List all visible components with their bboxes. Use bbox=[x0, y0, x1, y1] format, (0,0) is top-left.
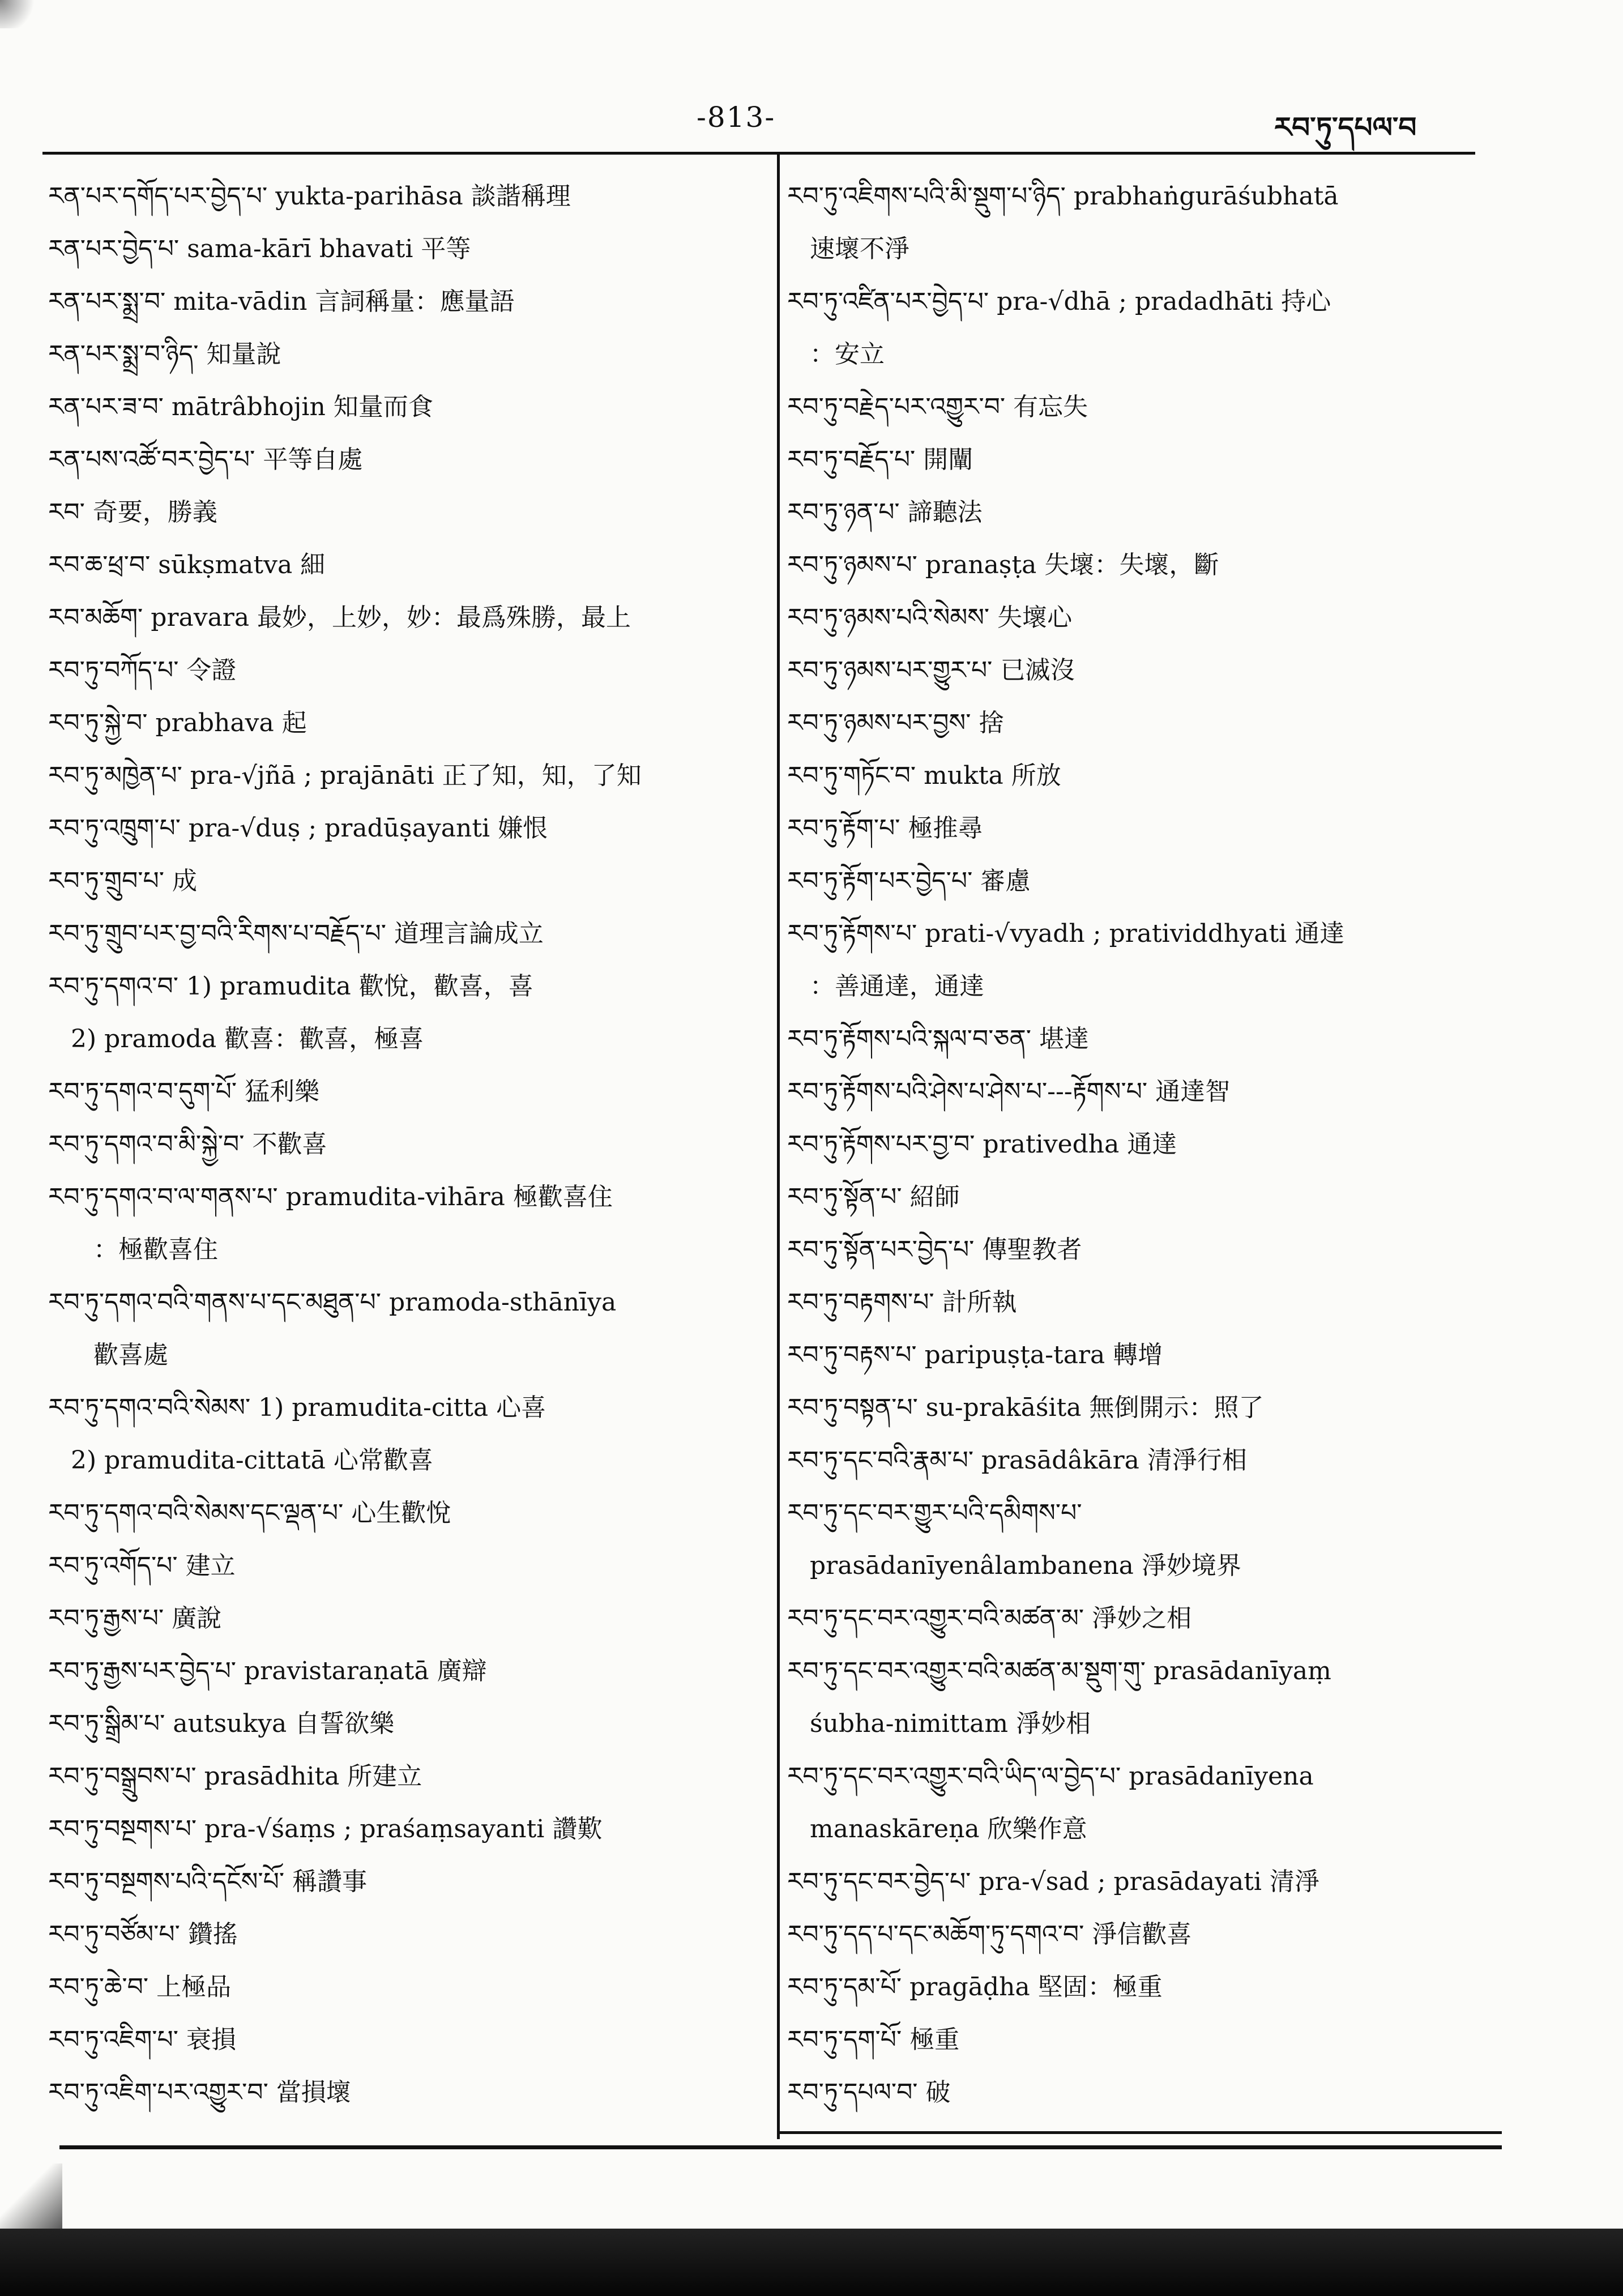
entry-continuation: ：善通達，通達 bbox=[810, 972, 984, 1001]
entry-line: རབ་ཏུ་དག་པོ་ 極重 bbox=[787, 2025, 960, 2054]
entry-line: རན་པར་སྨྲ་བ་ mita-vādin 言詞稱量：應量語 bbox=[48, 287, 515, 316]
right-column bbox=[787, 170, 1489, 2119]
entry-line: རབ་ཏུ་རྟོག་པ་ 極推尋 bbox=[787, 814, 983, 843]
entry-line: རབ་ཏུ་རྟོགས་པའི་སྐལ་བ་ཅན་ 堪達 bbox=[787, 1025, 1089, 1053]
entry-line: རབ་ཏུ་སྟོན་པ་ 紹師 bbox=[787, 1183, 960, 1211]
column-divider bbox=[777, 154, 780, 2139]
entry-line: རན་པར་སྨྲ་བ་ཉིད་ 知量說 bbox=[48, 340, 281, 369]
entry-line: རབ་ཏུ་ཉན་པ་ 諦聽法 bbox=[787, 498, 983, 527]
entry-line: རབ་ཏུ་དང་བའི་རྣམ་པ་ prasādâkāra 清淨行相 bbox=[787, 1446, 1247, 1475]
scan-edge-band bbox=[0, 2229, 1623, 2296]
entry-line: རབ་ཏུ་གཏོང་བ་ mukta 所放 bbox=[787, 761, 1061, 790]
entry-continuation: manaskāreṇa 欣樂作意 bbox=[810, 1815, 1087, 1843]
entry-line: རབ་ཏུ་སྒྲིམ་པ་ autsukya 自誓欲樂 bbox=[48, 1709, 395, 1738]
footer-rule bbox=[59, 2145, 1502, 2149]
entry-line: རབ་ཏུ་རྟོག་པར་བྱེད་པ་ 審慮 bbox=[787, 867, 1031, 895]
entry-continuation: 2) pramudita-cittatā 心常歡喜 bbox=[71, 1446, 433, 1475]
entry-continuation: 歡喜處 bbox=[93, 1341, 168, 1369]
entry-line: རབ་ཏུ་འཁྲུག་པ་ pra-√duṣ ; pradūṣayanti 嫌恨 bbox=[48, 814, 548, 843]
entry-line: རབ་ཏུ་བརྟས་པ་ paripuṣṭa-tara 轉增 bbox=[787, 1341, 1163, 1369]
left-column bbox=[48, 170, 767, 2119]
entry-line: རབ་ཏུ་དགའ་བ་ 1) pramudita 歡悅，歡喜，喜 bbox=[48, 972, 533, 1001]
scan-artifact-top-left bbox=[0, 0, 40, 28]
entry-line: རབ་ཏུ་དགའ་བ་དུག་པོ་ 猛利樂 bbox=[48, 1077, 320, 1106]
entry-line: རན་པར་བྱེད་པ་ sama-kārī bhavati 平等 bbox=[48, 234, 471, 263]
entry-line: རབ་ཏུ་གྲུབ་པར་བྱ་བའི་རིགས་པ་བརྗོད་པ་ 道理言論成立 bbox=[48, 919, 544, 948]
entry-line: རབ་ཏུ་གྲུབ་པ་ 成 bbox=[48, 867, 197, 895]
entry-continuation: 2) pramoda 歡喜：歡喜，極喜 bbox=[71, 1025, 424, 1053]
entry-line: རབ་ཏུ་ཉམས་པར་གྱུར་པ་ 已滅沒 bbox=[787, 656, 1075, 685]
entry-continuation: śubha-nimittam 淨妙相 bbox=[810, 1709, 1091, 1738]
entry-line: རབ་ཏུ་བརྗེད་པར་འགྱུར་བ་ 有忘失 bbox=[787, 392, 1088, 421]
header-rule bbox=[42, 152, 1475, 155]
entry-line: རབ་ཏུ་བརྟགས་པ་ 計所執 bbox=[787, 1288, 1017, 1317]
entry-line: རབ་ཏུ་རྒྱས་པར་བྱེད་པ་ pravistaraṇatā 廣辯 bbox=[48, 1657, 487, 1685]
entry-line: རབ་ཏུ་དང་བར་གྱུར་པའི་དམིགས་པ་ bbox=[787, 1499, 1082, 1527]
entry-line: རབ་ཏུ་དམ་པོ་ pragāḍha 堅固：極重 bbox=[787, 1973, 1163, 2001]
entry-line: རབ་ཏུ་ཆེ་བ་ 上極品 bbox=[48, 1973, 232, 2001]
entry-continuation: 速壞不淨 bbox=[810, 234, 909, 263]
entry-line: རབ་ཏུ་རྟོགས་པར་བྱ་བ་ prativedha 通達 bbox=[787, 1130, 1177, 1159]
entry-line: རབ་ཏུ་བརྗོད་པ་ 開闡 bbox=[787, 445, 973, 474]
entry-line: རབ་ཏུ་དགའ་བའི་སེམས་དང་ལྡན་པ་ 心生歡悅 bbox=[48, 1499, 451, 1527]
entry-line: རབ་ཏུ་སྟོན་པར་བྱེད་པ་ 傳聖教者 bbox=[787, 1235, 1082, 1264]
page-number: -813- bbox=[697, 101, 776, 134]
entry-line: རབ་ཏུ་སྐྱེ་བ་ prabhava 起 bbox=[48, 709, 307, 737]
entry-line: རབ་ཏུ་མཁྱེན་པ་ pra-√jñā ; prajānāti 正了知，知，了知 bbox=[48, 761, 642, 790]
entry-line: རབ་ 奇要，勝義 bbox=[48, 498, 217, 527]
entry-line: རབ་ཏུ་རྟོགས་པའི་ཤེས་པ་ཤེས་པ་---རྟོགས་པ་ 通達智 bbox=[787, 1077, 1231, 1106]
entry-line: རབ་ཏུ་བསྒྲུབས་པ་ prasādhita 所建立 bbox=[48, 1762, 422, 1791]
entry-line: རབ་ཏུ་འཇིག་པར་འགྱུར་བ་ 當損壞 bbox=[48, 2078, 351, 2107]
entry-line: རན་པར་དགོད་པར་བྱེད་པ་ yukta-parihāsa 談諧稱理 bbox=[48, 182, 571, 211]
entry-line: རབ་ཏུ་དཔལ་བ་ 破 bbox=[787, 2078, 951, 2107]
entry-line: རབ་ཏུ་རྟོགས་པ་ prati-√vyadh ; pratividdhyati 通達 bbox=[787, 919, 1345, 948]
entry-line: རབ་ཆ་ཕྲ་བ་ sūkṣmatva 細 bbox=[48, 550, 326, 579]
entry-line: རབ་ཏུ་བཙོམ་པ་ 鑽搖 bbox=[48, 1920, 238, 1949]
entry-line: རབ་ཏུ་འཛིན་པར་བྱེད་པ་ pra-√dhā ; pradadhāti 持心 bbox=[787, 287, 1331, 316]
entry-line: རབ་ཏུ་བསྟན་པ་ su-prakāśita 無倒開示：照了 bbox=[787, 1393, 1264, 1422]
entry-line: རབ་ཏུ་ཉམས་པར་བྱས་ 捨 bbox=[787, 709, 1004, 737]
running-head: རབ་ཏུ་དཔལ་བ bbox=[1274, 110, 1417, 144]
entry-line: རབ་ཏུ་འཇིགས་པའི་མི་སྡུག་པ་ཉིད་ prabhaṅgurāśubhatā bbox=[787, 182, 1339, 211]
right-column-footer-rule bbox=[777, 2131, 1502, 2134]
entry-continuation: prasādanīyenâlambanena 淨妙境界 bbox=[810, 1551, 1241, 1580]
entry-line: རབ་མཆོག་ pravara 最妙，上妙，妙：最爲殊勝，最上 bbox=[48, 603, 631, 632]
entry-line: རན་པར་ཟ་བ་ mātrâbhojin 知量而食 bbox=[48, 392, 433, 421]
entry-line: རབ་ཏུ་རྒྱས་པ་ 廣說 bbox=[48, 1604, 222, 1633]
entry-line: རབ་ཏུ་འཇིག་པ་ 衰損 bbox=[48, 2025, 236, 2054]
entry-line: རབ་ཏུ་བསྔགས་པའི་དངོས་པོ་ 稱讚事 bbox=[48, 1867, 368, 1896]
entry-line: རབ་ཏུ་དད་པ་དང་མཆོག་ཏུ་དགའ་བ་ 淨信歡喜 bbox=[787, 1920, 1192, 1949]
entry-line: རབ་ཏུ་དགའ་བའི་སེམས་ 1) pramudita-citta 心喜 bbox=[48, 1393, 546, 1422]
entry-continuation: ：極歡喜住 bbox=[93, 1235, 218, 1264]
entry-line: རན་པས་འཚོ་བར་བྱེད་པ་ 平等自處 bbox=[48, 445, 363, 474]
entry-line: རབ་ཏུ་དགའ་བ་མི་སྐྱེ་བ་ 不歡喜 bbox=[48, 1130, 327, 1159]
entry-line: རབ་ཏུ་བཀོད་པ་ 令證 bbox=[48, 656, 237, 685]
entry-line: རབ་ཏུ་དགའ་བ་ལ་གནས་པ་ pramudita-vihāra 極歡喜住 bbox=[48, 1183, 613, 1211]
entry-line: རབ་ཏུ་ཉམས་པའི་སེམས་ 失壞心 bbox=[787, 603, 1073, 632]
entry-line: རབ་ཏུ་འགོད་པ་ 建立 bbox=[48, 1551, 236, 1580]
entry-line: རབ་ཏུ་དང་བར་བྱེད་པ་ pra-√sad ; prasādayati 清淨 bbox=[787, 1867, 1319, 1896]
entry-line: རབ་ཏུ་དང་བར་འགྱུར་བའི་ཡིད་ལ་བྱེད་པ་ prasādanīyena bbox=[787, 1762, 1314, 1791]
entry-line: རབ་ཏུ་ཉམས་པ་ pranaṣṭa 失壞：失壞，斷 bbox=[787, 550, 1219, 579]
scan-artifact-bottom-left bbox=[0, 2163, 62, 2231]
entry-line: རབ་ཏུ་དང་བར་འགྱུར་བའི་མཚན་མ་ 淨妙之相 bbox=[787, 1604, 1192, 1633]
entry-line: རབ་ཏུ་དགའ་བའི་གནས་པ་དང་མཐུན་པ་ pramoda-sthānīya bbox=[48, 1288, 617, 1317]
entry-line: རབ་ཏུ་བསྔགས་པ་ pra-√śaṃs ; praśaṃsayanti 讚歎 bbox=[48, 1815, 603, 1843]
entry-line: རབ་ཏུ་དང་བར་འགྱུར་བའི་མཚན་མ་སྡུག་གུ་ prasādanīyaṃ bbox=[787, 1657, 1331, 1685]
entry-continuation: ：安立 bbox=[810, 340, 885, 369]
